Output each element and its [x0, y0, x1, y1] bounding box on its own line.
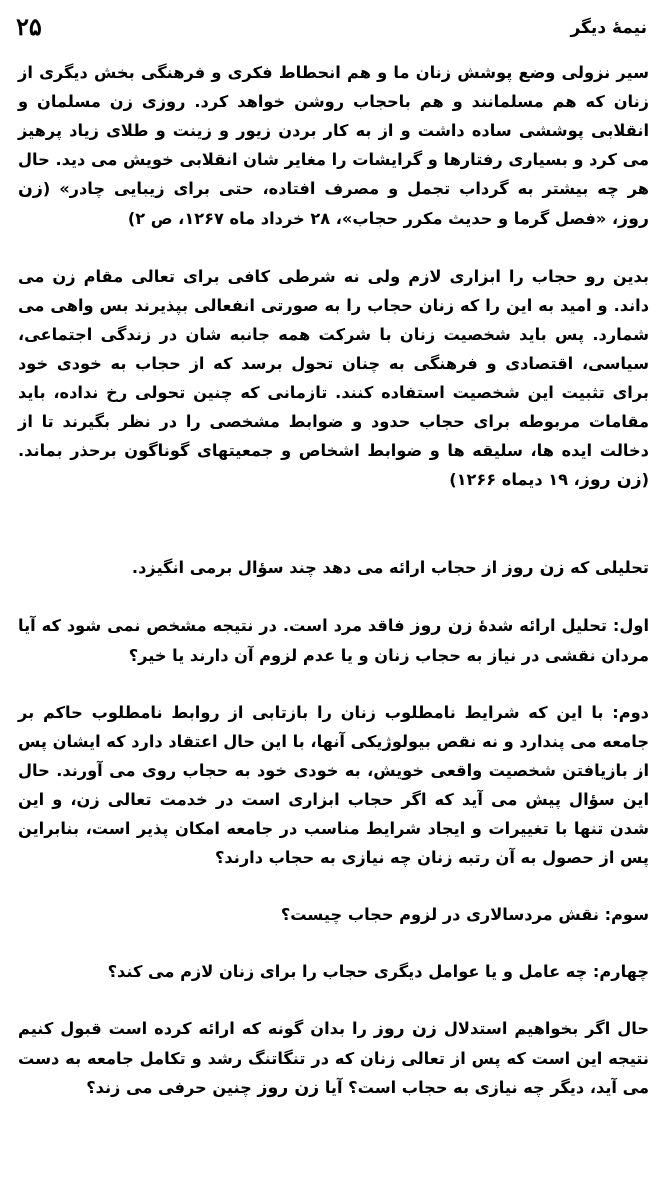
- paragraph-quote-1: [18, 58, 649, 234]
- text-run: تحلیلی که: [564, 558, 649, 577]
- text-run: از حجاب ارائه می دهد چند سؤال برمی انگیزد.: [131, 558, 503, 577]
- magazine-name: زن روز: [257, 1078, 320, 1098]
- running-title: نیمهٔ دیگر: [570, 18, 647, 38]
- magazine-name: زن روز: [18, 179, 649, 229]
- page-header: [16, 12, 647, 48]
- text-run: اول: تحلیل ارائه شدهٔ: [472, 616, 650, 635]
- magazine-name: زن روز: [410, 616, 473, 636]
- text-run: بدین رو حجاب را ابزاری لازم ولی نه شرطی کافی برای تعالی مقام زن می داند. و امید به این را که زنان حجاب را به صورتی انفعالی بپذیرند بس واهی می شمارد. پس باید شخصیت زنان با شرکت همه جانبه شان در زندگی اجتماعی، سیاسی، اقتصادی و فرهنگی به چنان تحول برسد که از حجاب به خودی خود برای تثبیت این شخصیت استفاده کنند. تازمانی که چنین تحولی رخ نداده، باید مقامات مربوطه برای حجاب حدود و ضوابط مشخصی را در نظر بگیرند تا از دخالت ایده ها، سلیقه ها و ضوابط اشخاص و جمعیتهای گوناگون برحذر بماند. (: [18, 267, 649, 489]
- text-run: فاقد مرد است. در نتیجه مشخص نمی شود که آیا مردان نقشی در نیاز به حجاب زنان و یا عدم لزوم آن دارند یا خیر؟: [18, 616, 649, 665]
- text-run: حال اگر بخواهیم استدلال: [436, 1019, 649, 1038]
- paragraph-analysis-intro: [18, 553, 649, 583]
- paragraph-question-1: [18, 611, 649, 670]
- page-body: [18, 58, 649, 1103]
- text-run: چنین حرفی می زند؟: [86, 1078, 258, 1097]
- paragraph-question-4: [18, 957, 649, 986]
- paragraph-question-3: [18, 900, 649, 929]
- paragraph-quote-2: [18, 262, 649, 495]
- text-run: ، «فصل گرما و حدیث مکرر حجاب»، ۲۸ خرداد ماه ۱۲۶۷، ص ۲): [127, 209, 619, 228]
- text-run: سوم: نقش مردسالاری در لزوم حجاب چیست؟: [280, 905, 649, 924]
- text-run: دوم: با این که شرایط نامطلوب زنان را بازتابی از روابط نامطلوب حاکم بر جامعه می پندارد و نه نقص بیولوژیکی آنها، با این حال اعتقاد دارد که ایشان پس از بازیافتن شخصیت واقعی خویش، به خودی خود به حجاب روی می آورند. حال این سؤال پیش می آید که اگر حجاب ابزاری است در خدمت تعالی زن، و این شدن تنها با تغییرات و ایجاد شرایط مناسب در جامعه امکان پذیر است، بنابراین پس از حصول به آن رتبه زنان چه نیازی به حجاب دارند؟: [18, 703, 649, 867]
- page-number: ۲۵: [16, 12, 42, 41]
- text-run: ، ۱۹ دیماه ۱۲۶۶): [449, 470, 580, 489]
- paragraph-conclusion: [18, 1014, 649, 1103]
- text-run: چهارم: چه عامل و یا عوامل دیگری حجاب را برای زنان لازم می کند؟: [107, 962, 649, 981]
- magazine-name: زن روز: [502, 558, 565, 578]
- magazine-name: زن روز: [579, 470, 642, 490]
- magazine-name: زن روز: [373, 1019, 437, 1039]
- text-run: سیر نزولی وضع پوشش زنان ما و هم انحطاط فکری و فرهنگی بخش دیگری از زنان که هم مسلمانند و هم باحجاب روشن خواهد کرد. روزی زن مسلمان و انقلابی پوششی ساده داشت و از به کار بردن زیور و زینت و طلای زیاد پرهیز می کرد و بسیاری رفتارها و گرایشات را مغایر شان انقلابی خویش می دید. حال هر چه بیشتر به گرداب تجمل و مصرف افتاده، حتی برای زیبایی چادر» (: [18, 63, 649, 198]
- text-run: را بدان گونه که ارائه کرده است قبول کنیم نتیجه این است که پس از تعالی زنان که در تنگاتنگ رشد و تکامل جامعه به دست می آید، دیگر چه نیازی به حجاب است؟ آیا: [18, 1019, 649, 1097]
- paragraph-question-2: [18, 698, 649, 872]
